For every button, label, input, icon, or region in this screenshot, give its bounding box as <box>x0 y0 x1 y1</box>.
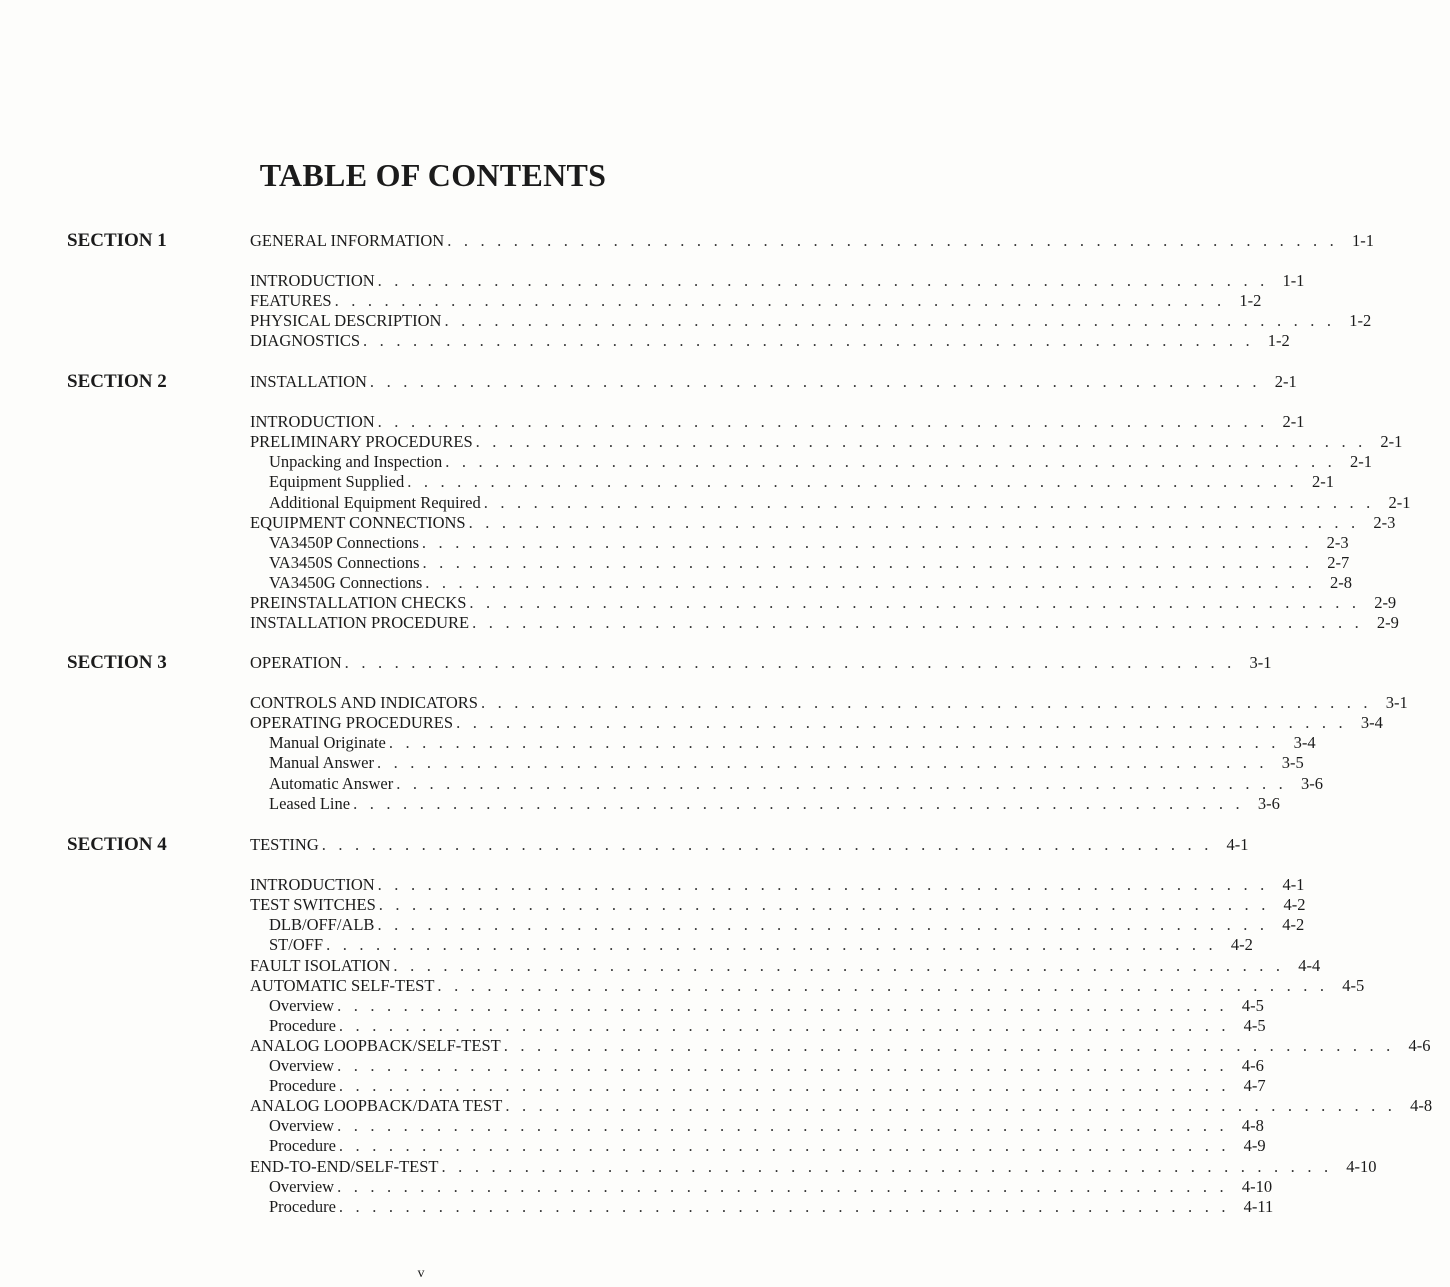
dot-leader: . . . . . . . . . . . . . . . . . . . . . . . . . . . . . . . . . . . . . . . . . . . . . . . . . . . . . . <box>505 1096 1397 1116</box>
toc-entry-title: ST/OFF <box>269 935 324 955</box>
dot-leader: . . . . . . . . . . . . . . . . . . . . . . . . . . . . . . . . . . . . . . . . . . . . . . . . . . . . . . <box>377 915 1269 935</box>
toc-entry-title: Procedure <box>269 1076 336 1096</box>
dot-leader: . . . . . . . . . . . . . . . . . . . . . . . . . . . . . . . . . . . . . . . . . . . . . . . . . . . . . . <box>338 1015 1230 1035</box>
toc-entry-title: FAULT ISOLATION <box>250 955 391 975</box>
dot-leader: . . . . . . . . . . . . . . . . . . . . . . . . . . . . . . . . . . . . . . . . . . . . . . . . . . . . . . <box>369 372 1261 391</box>
toc-subentry[interactable] <box>269 1176 1273 1197</box>
toc-page-number: 3-1 <box>1385 693 1408 713</box>
toc-entry[interactable] <box>250 875 1305 895</box>
toc-page-number: 4-5 <box>1241 995 1264 1015</box>
toc-entry-title: FEATURES <box>250 291 332 311</box>
toc-entry-title: Automatic Answer <box>269 773 394 793</box>
toc-entry-title: ANALOG LOOPBACK/DATA TEST <box>250 1096 503 1116</box>
toc-entry-title: Procedure <box>269 1015 336 1035</box>
toc-entry-title: Unpacking and Inspection <box>269 452 443 472</box>
toc-entry[interactable] <box>250 713 1383 733</box>
dot-leader: . . . . . . . . . . . . . . . . . . . . . . . . . . . . . . . . . . . . . . . . . . . . . . . . . . . . . . <box>376 753 1268 773</box>
toc-subentry[interactable] <box>269 935 1253 955</box>
dot-leader: . . . . . . . . . . . . . . . . . . . . . . . . . . . . . . . . . . . . . . . . . . . . . . . . . . . . . . <box>469 593 1361 612</box>
dot-leader: . . . . . . . . . . . . . . . . . . . . . . . . . . . . . . . . . . . . . . . . . . . . . . . . . . . . . . <box>456 713 1347 733</box>
page-number-footer: v <box>417 1266 425 1281</box>
toc-subentry[interactable] <box>269 452 1372 472</box>
toc-entry-title: DIAGNOSTICS <box>250 331 361 351</box>
toc-entry-title: Manual Answer <box>269 753 374 773</box>
toc-entry-title: AUTOMATIC SELF-TEST <box>250 975 435 995</box>
toc-entry-title: TEST SWITCHES <box>250 895 376 915</box>
toc-page-number: 4-2 <box>1282 915 1305 935</box>
toc-page-number: 3-5 <box>1281 753 1304 773</box>
dot-leader: . . . . . . . . . . . . . . . . . . . . . . . . . . . . . . . . . . . . . . . . . . . . . . . . . . . . . . <box>338 1076 1230 1096</box>
section-label: SECTION 2 <box>67 371 167 392</box>
toc-page-number: 4-6 <box>1408 1035 1431 1055</box>
toc-page-number: 4-7 <box>1243 1076 1266 1096</box>
toc-page-number: 1-2 <box>1239 291 1262 311</box>
dot-leader: . . . . . . . . . . . . . . . . . . . . . . . . . . . . . . . . . . . . . . . . . . . . . . . . . . . . . . <box>363 331 1254 351</box>
dot-leader: . . . . . . . . . . . . . . . . . . . . . . . . . . . . . . . . . . . . . . . . . . . . . . . . . . . . . . <box>475 432 1367 452</box>
toc-entry-title: TESTING <box>250 835 319 854</box>
dot-leader: . . . . . . . . . . . . . . . . . . . . . . . . . . . . . . . . . . . . . . . . . . . . . . . . . . . . . . <box>377 412 1269 432</box>
toc-entry-title: ANALOG LOOPBACK/SELF-TEST <box>250 1035 501 1055</box>
toc-entry-title: Overview <box>269 995 335 1015</box>
toc-subentry[interactable] <box>269 995 1264 1016</box>
toc-entry[interactable] <box>250 331 1290 351</box>
toc-section-heading[interactable] <box>250 835 1249 855</box>
toc-subentry[interactable] <box>269 773 1323 794</box>
page-title: TABLE OF CONTENTS <box>259 157 607 193</box>
toc-entry-title: Additional Equipment Required <box>269 492 481 512</box>
toc-entry[interactable] <box>250 311 1372 331</box>
toc-page-number: 4-11 <box>1243 1196 1274 1216</box>
toc-section-heading[interactable] <box>250 653 1272 673</box>
toc-page-number: 4-6 <box>1241 1056 1264 1075</box>
toc-page-number: 4-2 <box>1230 935 1253 955</box>
toc-entry[interactable] <box>250 512 1396 533</box>
toc-page-number: 3-4 <box>1360 713 1383 733</box>
toc-subentry[interactable] <box>269 915 1305 935</box>
toc-entry-title: OPERATING PROCEDURES <box>250 713 454 733</box>
toc-entry[interactable] <box>250 1156 1377 1177</box>
dot-leader: . . . . . . . . . . . . . . . . . . . . . . . . . . . . . . . . . . . . . . . . . . . . . . . . . . . . . . <box>441 1156 1333 1176</box>
toc-page-number: 2-1 <box>1349 452 1372 472</box>
toc-entry-title: Equipment Supplied <box>269 472 405 492</box>
toc-page-number: 2-1 <box>1311 472 1334 492</box>
toc-entry-title: PHYSICAL DESCRIPTION <box>250 311 442 331</box>
toc-section-heading[interactable] <box>250 231 1374 251</box>
toc-subentry[interactable] <box>269 472 1334 492</box>
toc-page-number: 4-9 <box>1243 1136 1266 1156</box>
toc-entry-title: VA3450P Connections <box>269 532 419 552</box>
section-label: SECTION 4 <box>67 834 167 855</box>
toc-subentry[interactable] <box>269 572 1353 593</box>
toc-entry-title: Overview <box>269 1116 335 1136</box>
dot-leader: . . . . . . . . . . . . . . . . . . . . . . . . . . . . . . . . . . . . . . . . . . . . . . . . . . . . . . <box>337 1056 1228 1075</box>
toc-page-number: 3-6 <box>1257 793 1280 813</box>
dot-leader: . . . . . . . . . . . . . . . . . . . . . . . . . . . . . . . . . . . . . . . . . . . . . . . . . . . . . . <box>377 271 1269 291</box>
toc-page-number: 2-9 <box>1376 613 1399 633</box>
toc-page-number: 4-2 <box>1283 895 1306 915</box>
toc-entry-title: INSTALLATION <box>250 372 367 391</box>
toc-entry-title: INTRODUCTION <box>250 271 375 291</box>
toc-page-number: 4-8 <box>1241 1116 1264 1136</box>
dot-leader: . . . . . . . . . . . . . . . . . . . . . . . . . . . . . . . . . . . . . . . . . . . . . . . . . . . . . . <box>468 512 1360 532</box>
toc-page-number: 4-5 <box>1243 1015 1266 1035</box>
toc-subentry[interactable] <box>269 532 1349 553</box>
toc-entry[interactable] <box>250 271 1305 291</box>
toc-page-number: 1-2 <box>1267 331 1290 351</box>
toc-subentry[interactable] <box>269 1116 1264 1136</box>
toc-entry-title: INTRODUCTION <box>250 875 375 895</box>
toc-entry[interactable] <box>250 412 1305 432</box>
toc-entry[interactable] <box>250 291 1262 311</box>
dot-leader: . . . . . . . . . . . . . . . . . . . . . . . . . . . . . . . . . . . . . . . . . . . . . . . . . . . . . . <box>480 693 1372 713</box>
toc-entry-title: PRELIMINARY PROCEDURES <box>250 432 473 452</box>
toc-page-number: 4-4 <box>1298 955 1321 975</box>
toc-subentry[interactable] <box>269 1136 1266 1156</box>
toc-entry-title: VA3450S Connections <box>269 552 420 572</box>
section-label: SECTION 1 <box>67 230 167 251</box>
toc-entry-title: INTRODUCTION <box>250 412 375 432</box>
dot-leader: . . . . . . . . . . . . . . . . . . . . . . . . . . . . . . . . . . . . . . . . . . . . . . . . . . . . . . <box>344 653 1236 672</box>
dot-leader: . . . . . . . . . . . . . . . . . . . . . . . . . . . . . . . . . . . . . . . . . . . . . . . . . . . . . . <box>393 955 1285 975</box>
toc-page-number: 4-10 <box>1346 1156 1377 1176</box>
dot-leader: . . . . . . . . . . . . . . . . . . . . . . . . . . . . . . . . . . . . . . . . . . . . . . . . . . . . . . <box>445 452 1336 472</box>
toc-section-heading[interactable] <box>250 372 1297 392</box>
toc-entry-title: OPERATION <box>250 653 342 672</box>
toc-subentry[interactable] <box>269 733 1316 753</box>
dot-leader: . . . . . . . . . . . . . . . . . . . . . . . . . . . . . . . . . . . . . . . . . . . . . . . . . . . . . . <box>483 492 1375 512</box>
toc-entry[interactable] <box>250 955 1321 976</box>
dot-leader: . . . . . . . . . . . . . . . . . . . . . . . . . . . . . . . . . . . . . . . . . . . . . . . . . . . . . . <box>338 1136 1230 1156</box>
toc-page-number: 1-2 <box>1349 311 1372 331</box>
toc-page-number: 2-8 <box>1330 572 1353 592</box>
dot-leader: . . . . . . . . . . . . . . . . . . . . . . . . . . . . . . . . . . . . . . . . . . . . . . . . . . . . . . <box>338 1196 1230 1216</box>
toc-entry-title: INSTALLATION PROCEDURE <box>250 613 470 633</box>
toc-entry[interactable] <box>250 613 1399 633</box>
dot-leader: . . . . . . . . . . . . . . . . . . . . . . . . . . . . . . . . . . . . . . . . . . . . . . . . . . . . . . <box>388 733 1280 753</box>
toc-page-number: 2-1 <box>1282 412 1305 432</box>
toc-entry-title: Manual Originate <box>269 733 386 753</box>
toc-subentry[interactable] <box>269 1015 1266 1036</box>
dot-leader: . . . . . . . . . . . . . . . . . . . . . . . . . . . . . . . . . . . . . . . . . . . . . . . . . . . . . . <box>377 875 1269 895</box>
dot-leader: . . . . . . . . . . . . . . . . . . . . . . . . . . . . . . . . . . . . . . . . . . . . . . . . . . . . . . <box>444 311 1336 331</box>
dot-leader: . . . . . . . . . . . . . . . . . . . . . . . . . . . . . . . . . . . . . . . . . . . . . . . . . . . . . . <box>503 1035 1395 1055</box>
toc-page-number: 3-4 <box>1293 733 1316 753</box>
toc-page-number: 1-1 <box>1351 231 1374 250</box>
toc-subentry[interactable] <box>269 492 1411 513</box>
toc-entry-title: PREINSTALLATION CHECKS <box>250 593 467 612</box>
dot-leader: . . . . . . . . . . . . . . . . . . . . . . . . . . . . . . . . . . . . . . . . . . . . . . . . . . . . . . <box>353 793 1244 813</box>
dot-leader: . . . . . . . . . . . . . . . . . . . . . . . . . . . . . . . . . . . . . . . . . . . . . . . . . . . . . . <box>337 995 1228 1015</box>
toc-page-number: 2-1 <box>1380 432 1403 452</box>
dot-leader: . . . . . . . . . . . . . . . . . . . . . . . . . . . . . . . . . . . . . . . . . . . . . . . . . . . . . . <box>437 975 1329 995</box>
toc-entry[interactable] <box>250 1096 1433 1116</box>
toc-page-number: 4-1 <box>1282 875 1305 895</box>
toc-entry[interactable] <box>250 975 1365 996</box>
dot-leader: . . . . . . . . . . . . . . . . . . . . . . . . . . . . . . . . . . . . . . . . . . . . . . . . . . . . . . <box>447 231 1338 250</box>
toc-page-number: 4-10 <box>1241 1176 1273 1196</box>
toc-subentry[interactable] <box>269 552 1350 573</box>
toc-entry[interactable] <box>250 693 1408 713</box>
toc-subentry[interactable] <box>269 1076 1266 1096</box>
dot-leader: . . . . . . . . . . . . . . . . . . . . . . . . . . . . . . . . . . . . . . . . . . . . . . . . . . . . . . <box>396 773 1287 793</box>
toc-page-number: 2-3 <box>1373 512 1396 532</box>
toc-entry-title: Procedure <box>269 1196 336 1216</box>
toc-page-number: 2-3 <box>1326 532 1349 552</box>
toc-page-number: 2-1 <box>1274 372 1297 391</box>
toc-page-number: 1-1 <box>1282 271 1305 291</box>
section-label: SECTION 3 <box>67 652 167 673</box>
toc-subentry[interactable] <box>269 753 1304 773</box>
dot-leader: . . . . . . . . . . . . . . . . . . . . . . . . . . . . . . . . . . . . . . . . . . . . . . . . . . . . . . <box>326 935 1217 955</box>
dot-leader: . . . . . . . . . . . . . . . . . . . . . . . . . . . . . . . . . . . . . . . . . . . . . . . . . . . . . . <box>407 472 1298 492</box>
toc-page-number: 2-1 <box>1388 492 1411 512</box>
toc-entry-title: END-TO-END/SELF-TEST <box>250 1156 439 1176</box>
toc-page-number: 4-8 <box>1410 1096 1433 1116</box>
toc-entry-title: CONTROLS AND INDICATORS <box>250 693 478 713</box>
toc-entry[interactable] <box>250 593 1397 613</box>
dot-leader: . . . . . . . . . . . . . . . . . . . . . . . . . . . . . . . . . . . . . . . . . . . . . . . . . . . . . . <box>337 1176 1228 1196</box>
toc-entry-title: VA3450G Connections <box>269 572 423 592</box>
toc-entry-title: Overview <box>269 1176 335 1196</box>
toc-entry-title: GENERAL INFORMATION <box>250 231 445 250</box>
dot-leader: . . . . . . . . . . . . . . . . . . . . . . . . . . . . . . . . . . . . . . . . . . . . . . . . . . . . . . <box>472 613 1363 633</box>
dot-leader: . . . . . . . . . . . . . . . . . . . . . . . . . . . . . . . . . . . . . . . . . . . . . . . . . . . . . . <box>378 895 1270 915</box>
toc-subentry[interactable] <box>269 1196 1274 1217</box>
dot-leader: . . . . . . . . . . . . . . . . . . . . . . . . . . . . . . . . . . . . . . . . . . . . . . . . . . . . . . <box>422 552 1314 572</box>
toc-entry-title: EQUIPMENT CONNECTIONS <box>250 512 466 532</box>
dot-leader: . . . . . . . . . . . . . . . . . . . . . . . . . . . . . . . . . . . . . . . . . . . . . . . . . . . . . . <box>337 1116 1228 1136</box>
toc-page-number: 3-1 <box>1249 653 1272 672</box>
toc-subentry[interactable] <box>269 1056 1264 1076</box>
toc-entry[interactable] <box>250 432 1403 452</box>
toc-entry[interactable] <box>250 895 1306 915</box>
toc-entry[interactable] <box>250 1035 1431 1056</box>
toc-subentry[interactable] <box>269 793 1280 814</box>
toc-entry-title: Overview <box>269 1056 335 1075</box>
toc-page-number: 3-6 <box>1300 773 1323 793</box>
dot-leader: . . . . . . . . . . . . . . . . . . . . . . . . . . . . . . . . . . . . . . . . . . . . . . . . . . . . . . <box>425 572 1317 592</box>
toc-page-number: 4-5 <box>1342 975 1365 995</box>
toc-page-number: 2-9 <box>1374 593 1397 612</box>
dot-leader: . . . . . . . . . . . . . . . . . . . . . . . . . . . . . . . . . . . . . . . . . . . . . . . . . . . . . . <box>321 835 1213 854</box>
toc-page-number: 4-1 <box>1226 835 1249 854</box>
toc-entry-title: DLB/OFF/ALB <box>269 915 375 935</box>
toc-entry-title: Leased Line <box>269 793 351 813</box>
toc-page-number: 2-7 <box>1327 552 1350 572</box>
dot-leader: . . . . . . . . . . . . . . . . . . . . . . . . . . . . . . . . . . . . . . . . . . . . . . . . . . . . . . <box>334 291 1226 311</box>
dot-leader: . . . . . . . . . . . . . . . . . . . . . . . . . . . . . . . . . . . . . . . . . . . . . . . . . . . . . . <box>421 532 1313 552</box>
toc-entry-title: Procedure <box>269 1136 336 1156</box>
